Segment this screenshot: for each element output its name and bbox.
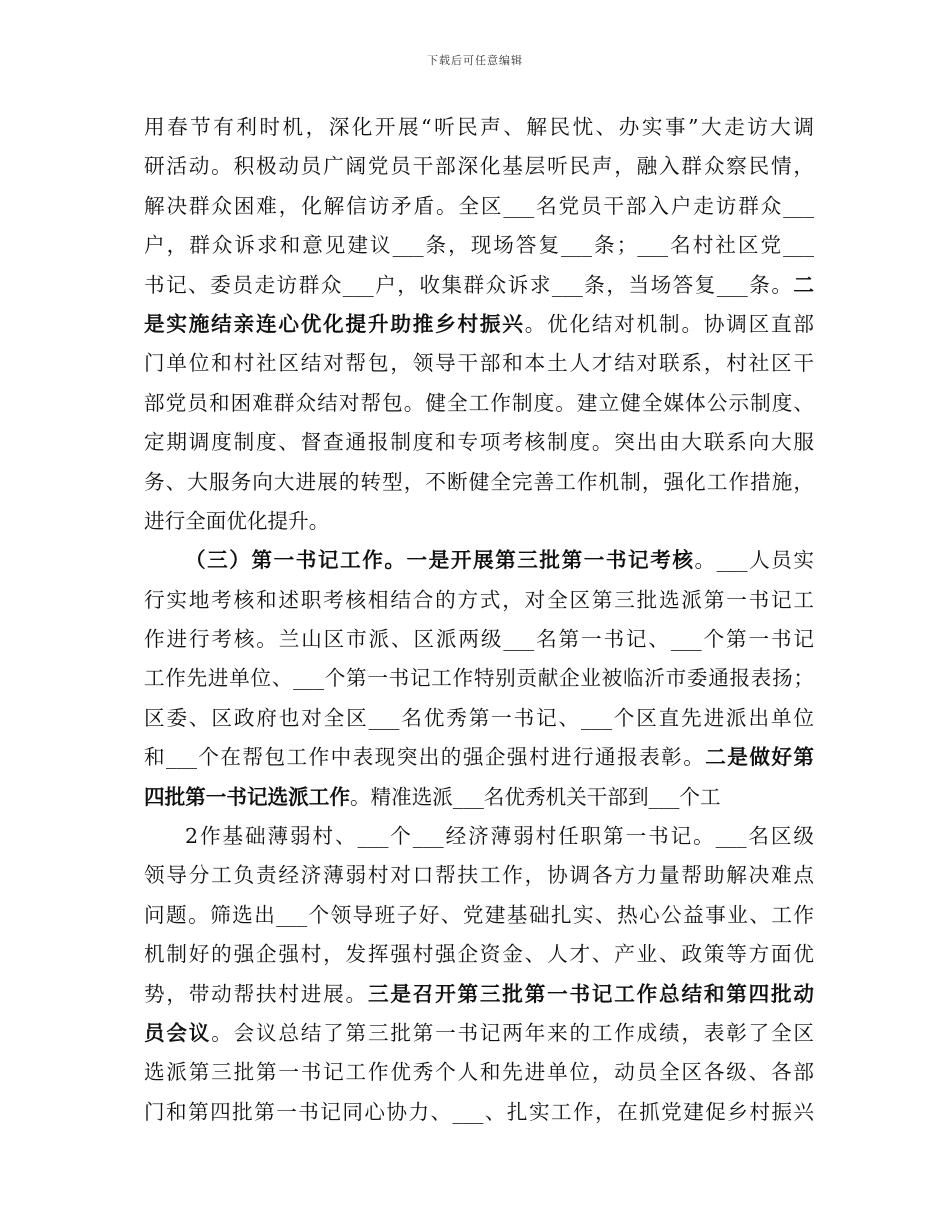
bold-text-run: 二 xyxy=(793,272,814,297)
text-run: 研活动。积极动员广阔党员干部深化基层听民声，融入群众察民情， xyxy=(144,154,814,179)
text-line xyxy=(144,1053,814,1092)
text-run: 。精准选派___名优秀机关干部到___个工 xyxy=(349,784,721,809)
text-line xyxy=(144,856,814,895)
bold-text-run: 四批第一书记选派工作 xyxy=(144,784,350,809)
bold-text-run: 三是召开第三批第一书记工作总结和第四批动 xyxy=(367,981,815,1006)
text-run: 工作先进单位、___个第一书记工作特别贡献企业被临沂市委通报表扬； xyxy=(144,666,814,691)
text-line xyxy=(144,147,814,186)
text-run: 。会议总结了第三批第一书记两年来的工作成绩，表彰了全区 xyxy=(211,1020,815,1045)
text-run: 。优化结对机制。协调区直部 xyxy=(524,311,814,336)
text-run: 区委、区政府也对全区___名优秀第一书记、___个区直先进派出单位 xyxy=(144,705,814,730)
text-run: 。___人员实 xyxy=(694,548,814,573)
text-line xyxy=(144,423,814,462)
text-line xyxy=(144,581,814,620)
text-run: 解决群众困难，化解信访矛盾。全区___名党员干部入户走访群众___ xyxy=(144,193,814,218)
text-line xyxy=(144,975,814,1014)
text-run: 和___个在帮包工作中表现突出的强企强村进行通报表彰。 xyxy=(144,745,706,770)
text-run: 用春节有利时机，深化开展“听民声、解民忧、办实事”大走访大调 xyxy=(144,115,814,139)
text-line xyxy=(144,463,814,502)
text-line xyxy=(144,344,814,383)
bold-text-run: 二是做好第 xyxy=(705,745,815,770)
text-run: 务、大服务向大进展的转型，不断健全完善工作机制，强化工作措施， xyxy=(144,469,814,494)
text-line xyxy=(144,659,814,698)
text-line xyxy=(144,226,814,265)
text-line xyxy=(144,541,814,580)
page-number: 2 xyxy=(185,824,199,849)
text-line xyxy=(144,935,814,974)
text-line xyxy=(144,699,814,738)
text-line xyxy=(144,502,814,541)
bold-text-run: 员会议 xyxy=(144,1020,212,1045)
text-run: 问题。筛选出___个领导班子好、党建基础扎实、热心公益事业、工作 xyxy=(144,902,814,927)
text-line xyxy=(144,778,814,817)
text-run: 势，带动帮扶村进展。 xyxy=(144,981,368,1006)
text-run: 门和第四批第一书记同心协力、___、扎实工作，在抓党建促乡村振兴 xyxy=(144,1099,814,1124)
text-line xyxy=(144,896,814,935)
text-run: 行实地考核和述职考核相结合的方式，对全区第三批选派第一书记工 xyxy=(144,587,814,612)
text-run: 进行全面优化提升。 xyxy=(144,508,330,533)
text-run: 作基础薄弱村、___个___经济薄弱村任职第一书记。___名区级 xyxy=(198,824,814,849)
text-line xyxy=(144,1093,814,1132)
text-line xyxy=(144,738,814,777)
text-run: 机制好的强企强村，发挥强村强企资金、人才、产业、政策等方面优 xyxy=(144,942,814,967)
text-line xyxy=(144,266,814,305)
text-run: 选派第三批第一书记工作优秀个人和先进单位，动员全区各级、各部 xyxy=(144,1060,814,1085)
text-run: 书记、委员走访群众___户，收集群众诉求___条，当场答复___条。 xyxy=(144,272,794,297)
page-header-note: 下载后可任意编辑 xyxy=(427,54,523,67)
document-body xyxy=(144,108,814,1132)
text-line xyxy=(144,384,814,423)
text-run: 定期调度制度、督查通报制度和专项考核制度。突出由大联系向大服 xyxy=(144,430,814,455)
text-line xyxy=(144,305,814,344)
text-line xyxy=(144,1014,814,1053)
text-run: 户，群众诉求和意见建议___条，现场答复___条；___名村社区党___ xyxy=(144,233,814,258)
text-line xyxy=(144,620,814,659)
bold-text-run: 是实施结亲连心优化提升助推乡村振兴 xyxy=(144,311,525,336)
text-line xyxy=(144,108,814,147)
text-line xyxy=(144,187,814,226)
text-line xyxy=(144,817,814,856)
bold-text-run: （三）第一书记工作。一是开展第三批第一书记考核 xyxy=(185,548,695,573)
text-run: 门单位和村社区结对帮包，领导干部和本土人才结对联系，村社区干 xyxy=(144,351,814,376)
text-run: 作进行考核。兰山区市派、区派两级___名第一书记、___个第一书记 xyxy=(144,627,814,652)
text-run: 部党员和困难群众结对帮包。健全工作制度。建立健全媒体公示制度、 xyxy=(144,390,814,415)
text-run: 领导分工负责经济薄弱村对口帮扶工作，协调各方力量帮助解决难点 xyxy=(144,863,814,888)
